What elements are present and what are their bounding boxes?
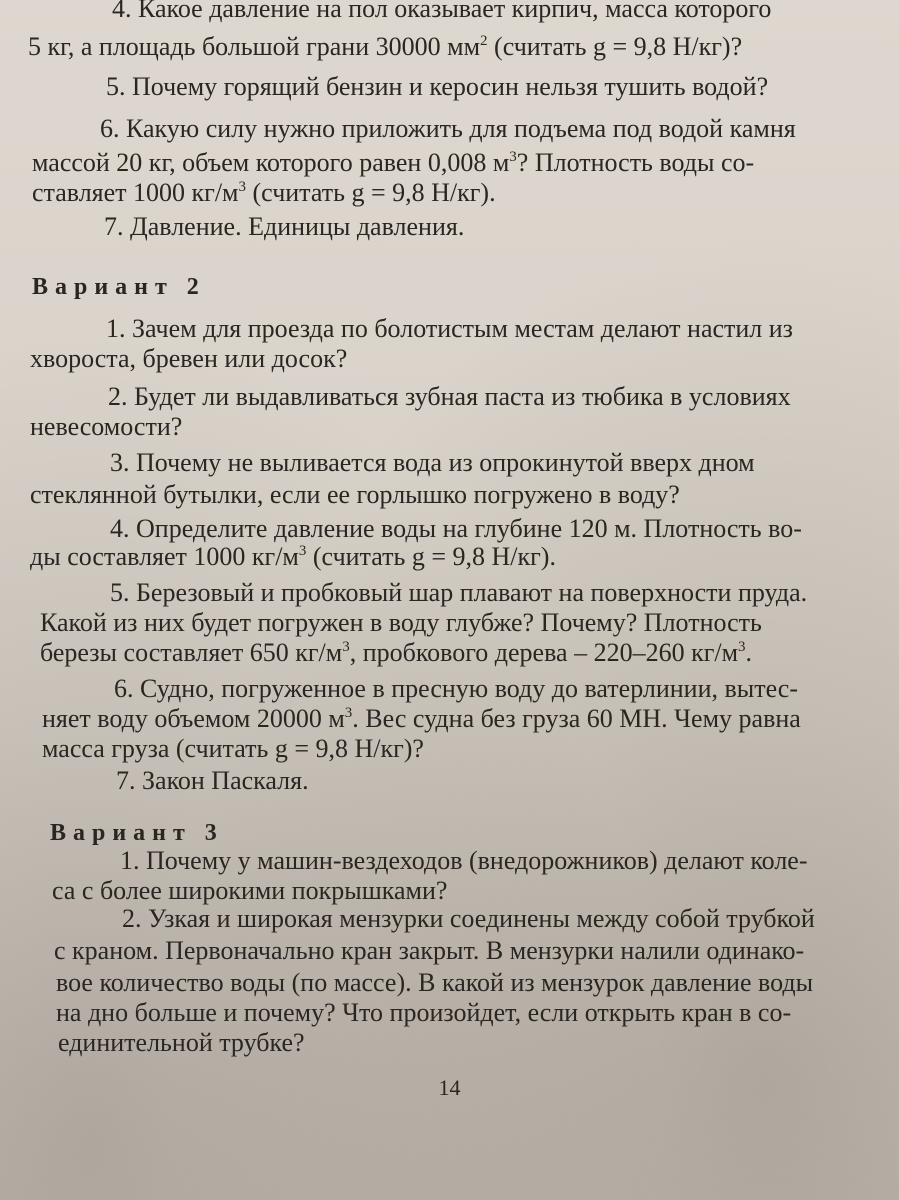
text-line: ды составляет 1000 $кг/м^3$ (считать g = 9,8 Н/кг). bbox=[30, 542, 556, 571]
text-line: с краном. Первоначально кран закрыт. В мензурки налили одинако- bbox=[54, 936, 805, 965]
text-line: 6. Судно, погруженное в пресную воду до ватерлинии, вытес- bbox=[114, 674, 798, 703]
text-line: 5. Почему горящий бензин и керосин нельзя тушить водой? bbox=[106, 72, 769, 101]
section-heading: Вариант 3 bbox=[50, 820, 224, 846]
text-line: масса груза (считать g = 9,8 Н/кг)? bbox=[42, 734, 424, 763]
text-line: стеклянной бутылки, если ее горлышко погружено в воду? bbox=[30, 480, 680, 509]
text-line: вое количество воды (по массе). В какой из мензурок давление воды bbox=[56, 968, 814, 997]
text-line: хвороста, бревен или досок? bbox=[30, 344, 348, 373]
text-line: 1. Почему у машин-вездеходов (внедорожников) делают коле- bbox=[120, 846, 808, 875]
text-line: 4. Определите давление воды на глубине 120 м. Плотность во- bbox=[110, 514, 802, 543]
text-line: 4. Какое давление на пол оказывает кирпич, масса которого bbox=[112, 0, 772, 23]
text-line: березы составляет 650 $кг/м^3$, пробкового дерева – 220–260 $кг/м^3$. bbox=[40, 638, 753, 667]
text-line: массой 20 кг, объем которого равен 0,008 $м^3$? Плотность воды со- bbox=[32, 148, 755, 177]
text-line: 5. Березовый и пробковый шар плавают на поверхности пруда. bbox=[110, 578, 808, 607]
text-line: 5 кг, а площадь большой грани 30000 $мм^2$ (считать g = 9,8 Н/кг)? bbox=[28, 32, 743, 61]
text-line: 1. Зачем для проезда по болотистым местам делают настил из bbox=[106, 314, 793, 343]
text-line: невесомости? bbox=[30, 412, 183, 441]
text-line: 2. Будет ли выдавливаться зубная паста из тюбика в условиях bbox=[108, 382, 791, 411]
text-line: 3. Почему не выливается вода из опрокинутой вверх дном bbox=[110, 448, 755, 477]
text-line: са с более широкими покрышками? bbox=[52, 876, 448, 905]
text-line: 7. Закон Паскаля. bbox=[116, 766, 309, 795]
text-line: ставляет 1000 $кг/м^3$ (считать g = 9,8 Н/кг). bbox=[32, 178, 496, 207]
text-line: 6. Какую силу нужно приложить для подъема под водой камня bbox=[100, 114, 796, 143]
page-number: 14 bbox=[438, 1075, 461, 1100]
text-line: 2. Узкая и широкая мензурки соединены между собой трубкой bbox=[122, 904, 815, 933]
text-line: Какой из них будет погружен в воду глубже? Почему? Плотность bbox=[40, 608, 762, 637]
text-line: единительной трубке? bbox=[58, 1028, 305, 1057]
text-line: няет воду объемом 20000 $м^3$. Вес судна без груза 60 МН. Чему равна bbox=[42, 704, 801, 733]
section-heading: Вариант 2 bbox=[32, 274, 206, 300]
text-line: 7. Давление. Единицы давления. bbox=[104, 212, 465, 241]
text-line: на дно больше и почему? Что произойдет, если открыть кран в со- bbox=[56, 998, 792, 1027]
